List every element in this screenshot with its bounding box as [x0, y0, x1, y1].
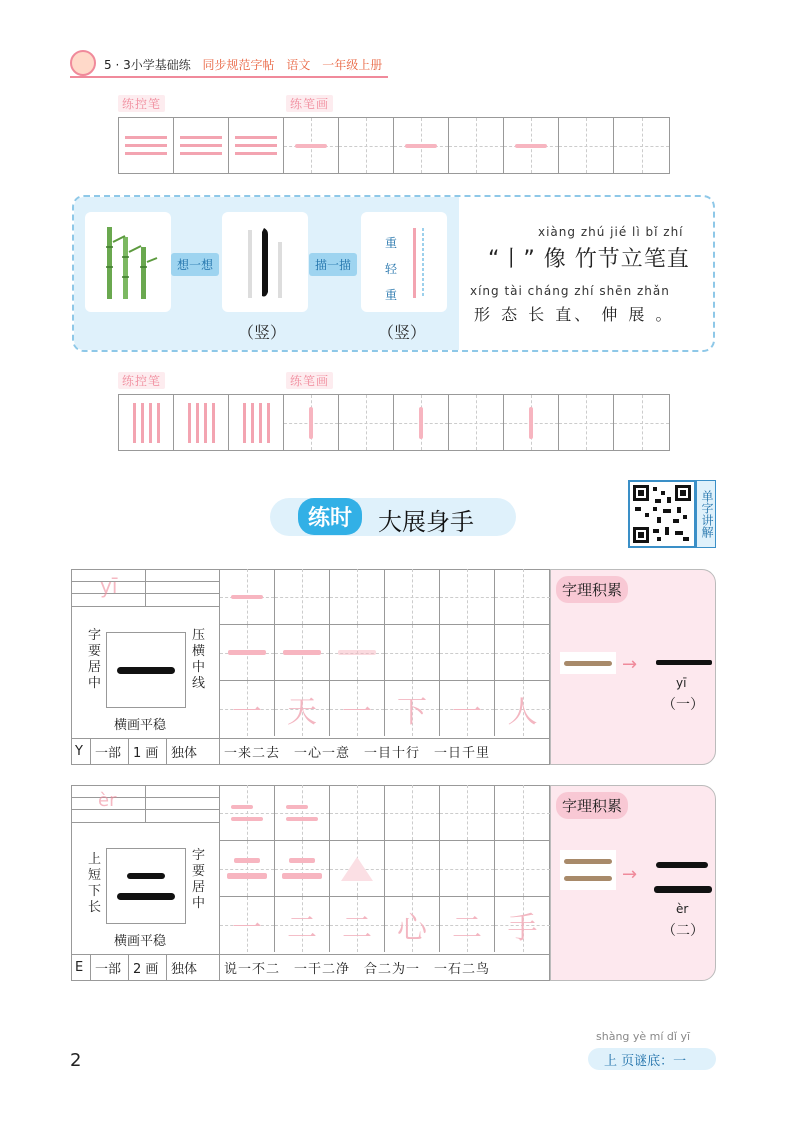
grid-cell: [275, 681, 330, 736]
grid-cell: [229, 395, 284, 450]
trace-label-heavy: 重: [385, 288, 398, 302]
qr-label: 单字讲解: [696, 480, 716, 548]
header-subtitle: 同步规范字帖: [202, 58, 275, 72]
pinyin-yi: yī: [100, 574, 118, 598]
label-stroke-practice: 练笔画: [286, 372, 333, 389]
grid-cell: [220, 625, 275, 680]
info-structure: 独体: [167, 955, 220, 980]
info-radical: 一部: [91, 955, 129, 980]
word-char: 天: [287, 694, 317, 730]
grid-cell: [440, 841, 495, 896]
char-display-yi: [106, 632, 186, 708]
bamboo-image: [85, 212, 171, 312]
grid-cell: [229, 118, 284, 173]
stroke-heng-short: [127, 873, 165, 879]
grid-cell: [394, 395, 449, 450]
grid-cell: [559, 395, 614, 450]
page-number: 2: [70, 1050, 82, 1071]
accum-title-yi: 字理积累: [556, 576, 628, 603]
tip-yi: 横画平稳: [114, 718, 167, 733]
grid-cell: [440, 785, 495, 840]
pinyin-er: èr: [98, 790, 117, 811]
grid-cell: [275, 785, 330, 840]
grid-cell: [495, 897, 550, 952]
grid-cell: [275, 625, 330, 680]
grid-cell: [220, 897, 275, 952]
char-display-er: [106, 848, 186, 924]
grid-cell: [495, 841, 550, 896]
grid-cell: [330, 785, 385, 840]
grid-cell: [275, 569, 330, 624]
header-subject: 语文: [286, 58, 311, 72]
accum-pinyin-yi: yī: [676, 676, 687, 690]
info-letter: Y: [71, 739, 91, 764]
grid-cell: [174, 395, 229, 450]
label-pen-practice: 练控笔: [118, 95, 165, 112]
sticks-image: [560, 850, 616, 890]
grid-cell: [275, 841, 330, 896]
char-practice-grid-yi: [220, 569, 550, 740]
accum-title-er: 字理积累: [556, 792, 628, 819]
grid-cell: [119, 118, 174, 173]
section-title-part1: 练时: [298, 498, 362, 535]
grid-cell: [614, 118, 669, 173]
grid-cell: [330, 681, 385, 736]
note-left-er: 上短下长: [88, 852, 102, 915]
grid-cell: [220, 841, 275, 896]
note-right-er: 字要居中: [192, 848, 206, 911]
idioms-yi: 一来二去 一心一意 一目十行 一日千里: [224, 746, 491, 761]
accum-char-yi: （一）: [662, 697, 704, 713]
riddle-pinyin: shàng yè mí dǐ yī: [596, 1030, 691, 1043]
grid-cell: [275, 897, 330, 952]
trace-labels: [385, 230, 397, 308]
grid-cell: [504, 118, 559, 173]
word-char: 二: [287, 910, 317, 946]
info-letter: E: [71, 955, 91, 980]
grid-cell: [385, 569, 440, 624]
word-char: 一: [232, 910, 262, 946]
label-stroke-practice: 练笔画: [286, 95, 333, 112]
grid-cell: [330, 569, 385, 624]
section-title-part2: 大展身手: [378, 508, 474, 536]
word-char: 手: [507, 910, 538, 946]
arrow-right-icon: →: [622, 864, 638, 885]
tag-trace: 描一描: [309, 253, 357, 276]
accum-char-er: （二）: [662, 923, 704, 939]
idioms-er: 说一不二 一干二净 合二为一 一石二鸟: [224, 962, 491, 977]
grid-cell: [440, 569, 495, 624]
rhyme-line2: 形 态 长 直、 伸 展 。: [474, 305, 675, 324]
grid-cell: [284, 395, 339, 450]
grid-cell: [220, 569, 275, 624]
rhyme-line2-pinyin: xíng tài cháng zhí shēn zhǎn: [470, 284, 670, 298]
grid-cell: [339, 118, 394, 173]
word-char: 人: [507, 694, 538, 730]
qr-code[interactable]: [628, 480, 696, 548]
rhyme-line1: “丨” 像 竹节立笔直: [488, 247, 690, 272]
grid-cell: [440, 681, 495, 736]
word-char: 一: [452, 694, 482, 730]
grid-cell: [440, 625, 495, 680]
info-strokes: 2 画: [129, 955, 167, 980]
pinyin-lines: [71, 569, 220, 607]
grid-cell: [449, 395, 504, 450]
grid-cell: [220, 681, 275, 736]
info-structure: 独体: [167, 739, 220, 764]
grid-cell: [385, 785, 440, 840]
grid-cell: [449, 118, 504, 173]
trace-label-heavy: 重: [385, 236, 398, 250]
grid-cell: [495, 569, 550, 624]
header-brand: 5 · 3小学基础练: [104, 58, 191, 72]
trace-diagram: [361, 212, 447, 312]
info-strokes: 1 画: [129, 739, 167, 764]
char-er-glyph-bottom: [654, 886, 712, 893]
grid-cell: [440, 897, 495, 952]
grid-cell: [385, 897, 440, 952]
arrow-right-icon: →: [622, 654, 638, 675]
info-row-yi: [71, 738, 550, 764]
word-char: 二: [452, 910, 482, 946]
grid-cell: [220, 785, 275, 840]
grid-cell: [385, 841, 440, 896]
word-char: 心: [397, 910, 427, 946]
grid-cell: [284, 118, 339, 173]
stick-image: [560, 652, 616, 674]
top-practice-grid: [118, 117, 670, 174]
label-pen-practice: 练控笔: [118, 372, 165, 389]
header-divider: [70, 76, 388, 78]
mascot-avatar: [70, 50, 96, 76]
stroke-bamboo-image: [222, 212, 308, 312]
char-yi-glyph: [656, 660, 712, 665]
pinyin-lines: [71, 785, 220, 823]
trace-label-light: 轻: [385, 262, 398, 276]
rhyme-line1-pinyin: xiàng zhú jié lì bǐ zhí: [538, 225, 684, 239]
grid-cell: [495, 625, 550, 680]
caption-vertical-1: （竖）: [238, 323, 287, 342]
grid-cell: [385, 681, 440, 736]
char-practice-grid-er: [220, 785, 550, 956]
grid-cell: [495, 681, 550, 736]
word-char: 一: [232, 694, 262, 730]
grid-cell: [495, 785, 550, 840]
grid-cell: [174, 118, 229, 173]
riddle-answer: 上 页谜底：一: [588, 1048, 716, 1070]
grid-cell: [559, 118, 614, 173]
grid-cell: [339, 395, 394, 450]
word-char: 下: [397, 694, 427, 730]
note-right-yi: 压横中线: [192, 628, 206, 691]
word-char: 二: [342, 910, 372, 946]
grid-cell: [504, 395, 559, 450]
grid-cell: [330, 625, 385, 680]
grid-cell: [330, 897, 385, 952]
info-radical: 一部: [91, 739, 129, 764]
header: [104, 56, 390, 73]
char-er-glyph-top: [656, 862, 708, 868]
mid-practice-grid: [118, 394, 670, 451]
accum-pinyin-er: èr: [676, 902, 689, 916]
tip-er: 横画平稳: [114, 934, 167, 949]
stroke-heng: [117, 667, 175, 674]
caption-vertical-2: （竖）: [378, 323, 427, 342]
grid-cell: [614, 395, 669, 450]
grid-cell: [385, 625, 440, 680]
header-grade: 一年级上册: [322, 58, 383, 72]
word-char: 一: [342, 694, 372, 730]
grid-cell: [330, 841, 385, 896]
grid-cell: [119, 395, 174, 450]
tag-think: 想一想: [171, 253, 219, 276]
note-left-yi: 字要居中: [88, 628, 102, 691]
stroke-heng-long: [117, 893, 175, 900]
info-row-er: [71, 954, 550, 980]
grid-cell: [394, 118, 449, 173]
